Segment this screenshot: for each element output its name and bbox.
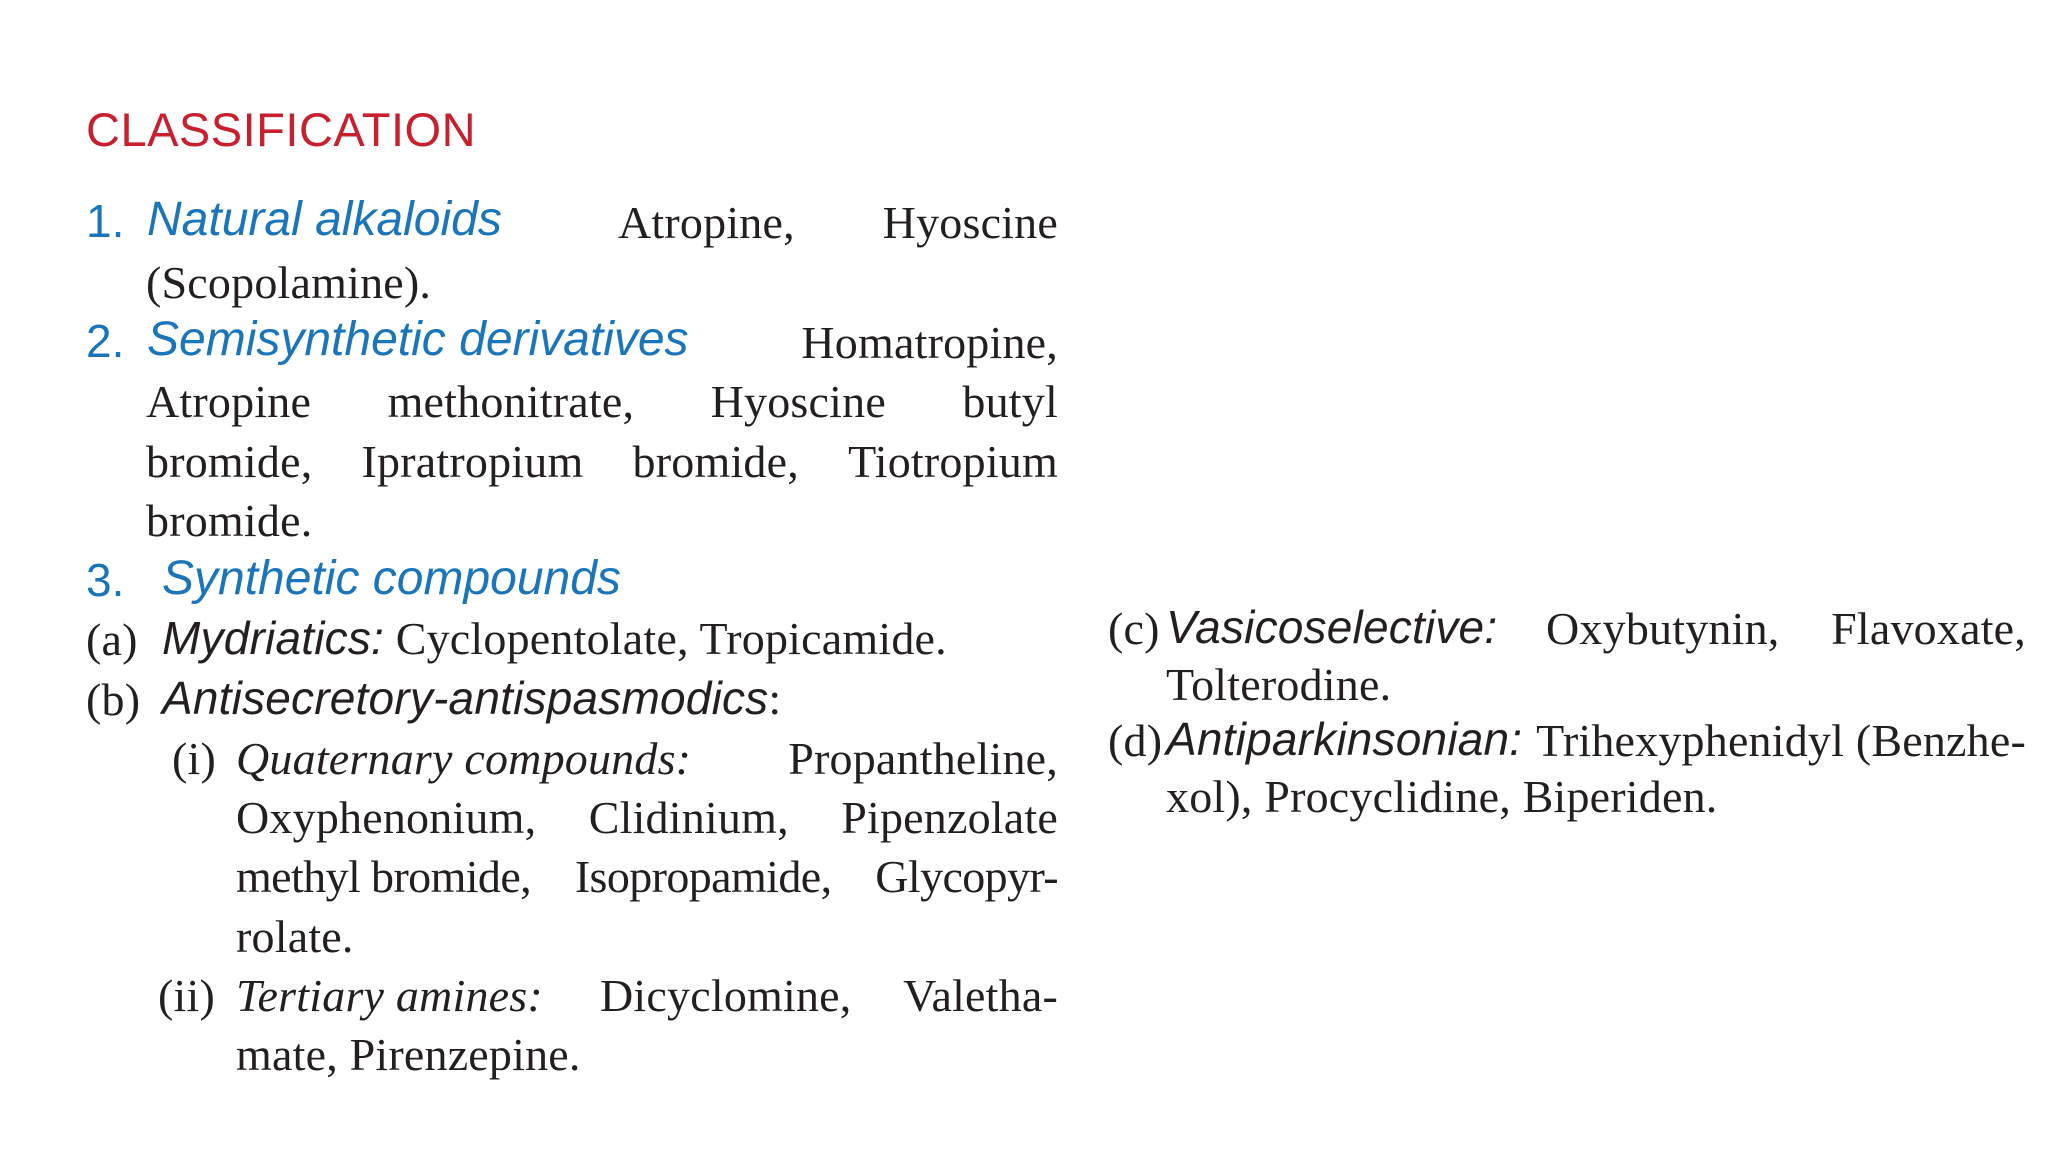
sub-d-heading [1166,713,1523,765]
sub-b-ii-heading-text: Tertiary amines: [236,970,543,1021]
sub-c-word: Tolterodine. [1166,659,1392,710]
item-2-word: bromide, [146,436,313,487]
sub-b-i-word: Propantheline, [788,733,1058,784]
item-3-number: 3. [86,554,125,606]
sub-b-i-first-text [788,733,1058,784]
sub-a-label: (a) [86,614,138,665]
item-1-heading: Natural alkaloids [147,193,502,246]
sub-b-i-word: Pipenzolate [841,792,1058,843]
sub-c-first-text [1546,603,2026,654]
item-2-word: butyl [962,376,1058,427]
sub-d-line-2 [1166,771,1718,822]
item-2-line-3 [146,436,1058,487]
sub-b-i-word: rolate. [236,911,354,962]
sub-b-i-word: Clidinium, [588,792,789,843]
sub-b-i-line-2 [236,792,1058,843]
sub-a-text: Cyclopentolate, Tropicamide. [395,613,947,664]
sub-b-line [162,672,782,724]
sub-b-label: (b) [86,674,141,725]
item-2-word: bromide, [632,436,799,487]
item-2-line-4 [146,495,313,546]
sub-b-i-heading [236,733,692,784]
sub-c-word: Flavoxate, [1831,603,2026,654]
sub-d-heading-text: Antiparkinsonian: [1166,713,1523,765]
page-title: CLASSIFICATION [86,103,477,156]
sub-d-word: Trihexyphenidyl (Benzhe- [1536,715,2026,766]
item-2-word: Tiotropium [848,436,1058,487]
item-2-heading: Semisynthetic derivatives [147,313,689,366]
item-1-number: 1. [86,195,125,247]
item-1-line-2 [146,257,432,308]
sub-b-ii-label: (ii) [158,970,215,1021]
sub-c-heading-text: Vasicoselective: [1166,601,1498,653]
item-2-word: bromide. [146,495,313,546]
sub-c-line-2 [1166,659,1392,710]
sub-b-i-line-3 [236,851,1058,902]
sub-a-line [162,612,947,664]
item-3-heading: Synthetic compounds [162,552,621,605]
sub-b-i-word: Oxyphenonium, [236,792,537,843]
sub-b-ii-word: Valetha- [903,970,1058,1021]
item-2-word: Homatropine, [801,317,1058,368]
item-1-word: (Scopolamine). [146,257,432,308]
sub-c-heading [1166,601,1498,653]
item-2-number: 2. [86,315,125,367]
item-1-word: Atropine, [618,197,795,248]
sub-b-i-line-4 [236,911,354,962]
sub-b-ii-word: mate, Pirenzepine. [236,1029,581,1080]
item-1-word: Hyoscine [882,197,1058,248]
sub-a-heading: Mydriatics: [162,612,385,664]
sub-b-ii-first-text [600,970,1058,1021]
item-2-word: Hyoscine [710,376,886,427]
sub-c-label: (c) [1108,603,1160,654]
item-2-word: Ipratropium [361,436,584,487]
item-1-line-1 [618,197,1058,248]
item-2-line-2 [146,376,1058,427]
sub-b-ii-line-2 [236,1029,581,1080]
item-2-line-1 [801,317,1058,368]
sub-d-first-text [1536,715,2026,766]
sub-b-i-heading-text: Quaternary compounds: [236,733,692,784]
sub-d-label: (d) [1108,715,1163,766]
sub-b-heading: Antisecretory-antispasmodics [162,672,769,724]
sub-b-ii-word: Dicyclomine, [600,970,852,1021]
sub-b-i-word: methyl bromide, [236,851,532,902]
sub-c-word: Oxybutynin, [1546,603,1780,654]
sub-b-colon: : [768,673,782,724]
sub-b-i-word: Isopropamide, [574,851,832,902]
item-2-word: methonitrate, [387,376,635,427]
sub-d-word: xol), Procyclidine, Biperiden. [1166,771,1718,822]
item-2-word: Atropine [146,376,312,427]
sub-b-ii-heading [236,970,543,1021]
sub-b-i-word: Glycopyr- [875,851,1058,902]
sub-b-i-label: (i) [172,733,217,784]
